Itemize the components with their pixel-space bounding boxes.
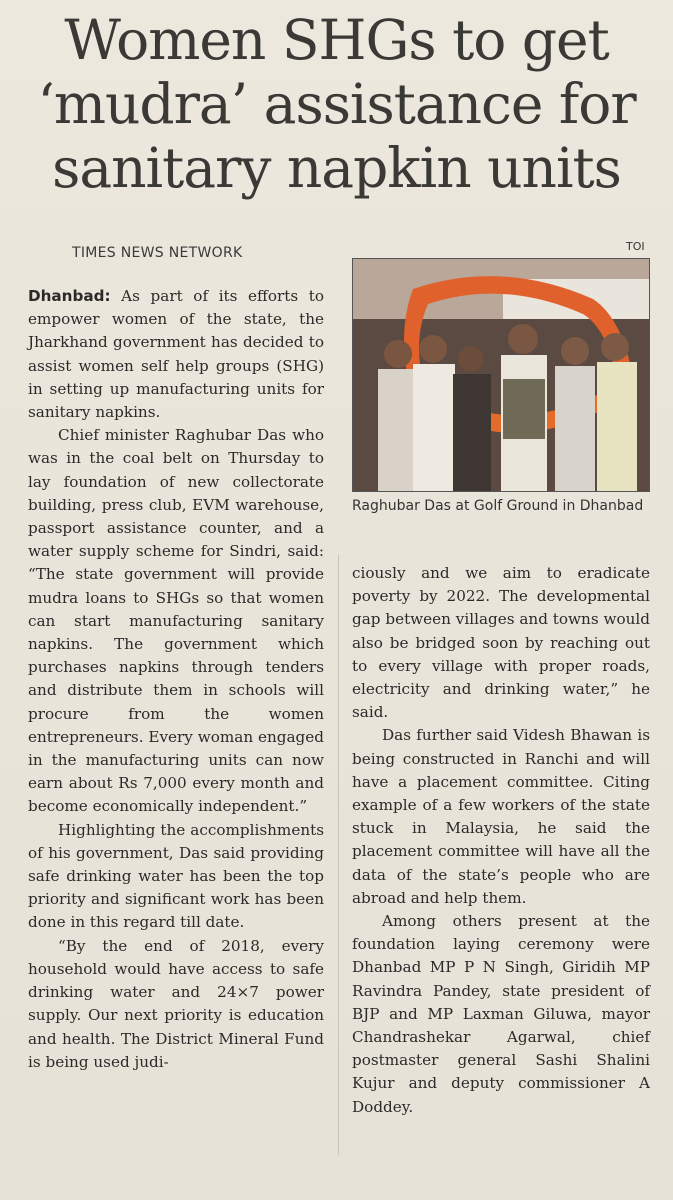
byline: TIMES NEWS NETWORK (72, 245, 243, 261)
photo-credit: TOI (626, 240, 645, 253)
article-column-1 (28, 285, 324, 1074)
paragraph: Among others present at the foundation laying ceremony were Dhanbad MP P N Singh, Giridih MP Ravindra Pandey, state president of BJP and MP Laxman Giluwa, mayor Chandrashekar Agarwal, chief postmaster general Sashi Shalini Kujur and deputy commissioner A Doddey. (352, 912, 650, 1116)
headline: Women SHGs to get ‘mudra’ assistance for sanitary napkin units (37, 8, 636, 200)
column-divider (338, 555, 339, 1155)
paragraph-text: As part of its efforts to empower women of the state, the Jharkhand government has decided to assist women self help groups (SHG) in setting up manufacturing units for sanitary napkins. (28, 287, 325, 422)
paragraph: ciously and we aim to eradicate poverty by 2022. The developmental gap between villages and towns would also be bridged soon by reaching out to every village with proper roads, electricity and drinking water,” he said. (352, 564, 650, 722)
paragraph: “By the end of 2018, every household would have access to safe drinking water and 24×7 power supply. Our next priority is education and health. The District Mineral Fund is being used judi- (28, 936, 324, 1071)
dateline: Dhanbad: (28, 287, 111, 305)
paragraph (28, 285, 324, 424)
news-photo (352, 258, 650, 492)
photo-caption: Raghubar Das at Golf Ground in Dhanbad (352, 498, 644, 514)
paragraph: Das further said Videsh Bhawan is being constructed in Ranchi and will have a placement committee. Citing example of a few workers of the state stuck in Malaysia, he said the placement committee will have all the data of the state’s people who are abroad and help them. (352, 726, 650, 907)
ceremony-photo-illustration (353, 259, 649, 491)
paragraph: Highlighting the accomplishments of his government, Das said providing safe drinking water has been the top priority and significant work has been done in this regard till date. (28, 820, 324, 932)
article-column-2 (352, 562, 650, 1119)
paragraph: Chief minister Raghubar Das who was in the coal belt on Thursday to lay foundation of new collectorate building, press club, EVM warehouse, passport assistance counter, and a water supply scheme for Sindri, said: “The state government will provide mudra loans to SHGs so that women can start manufacturing sanitary napkins. The government which purchases napkins through tenders and distribute them in schools will procure from the women entrepreneurs. Every woman engaged in the manufacturing units can now earn about Rs 7,000 every month and become economically independent.” (28, 426, 324, 816)
